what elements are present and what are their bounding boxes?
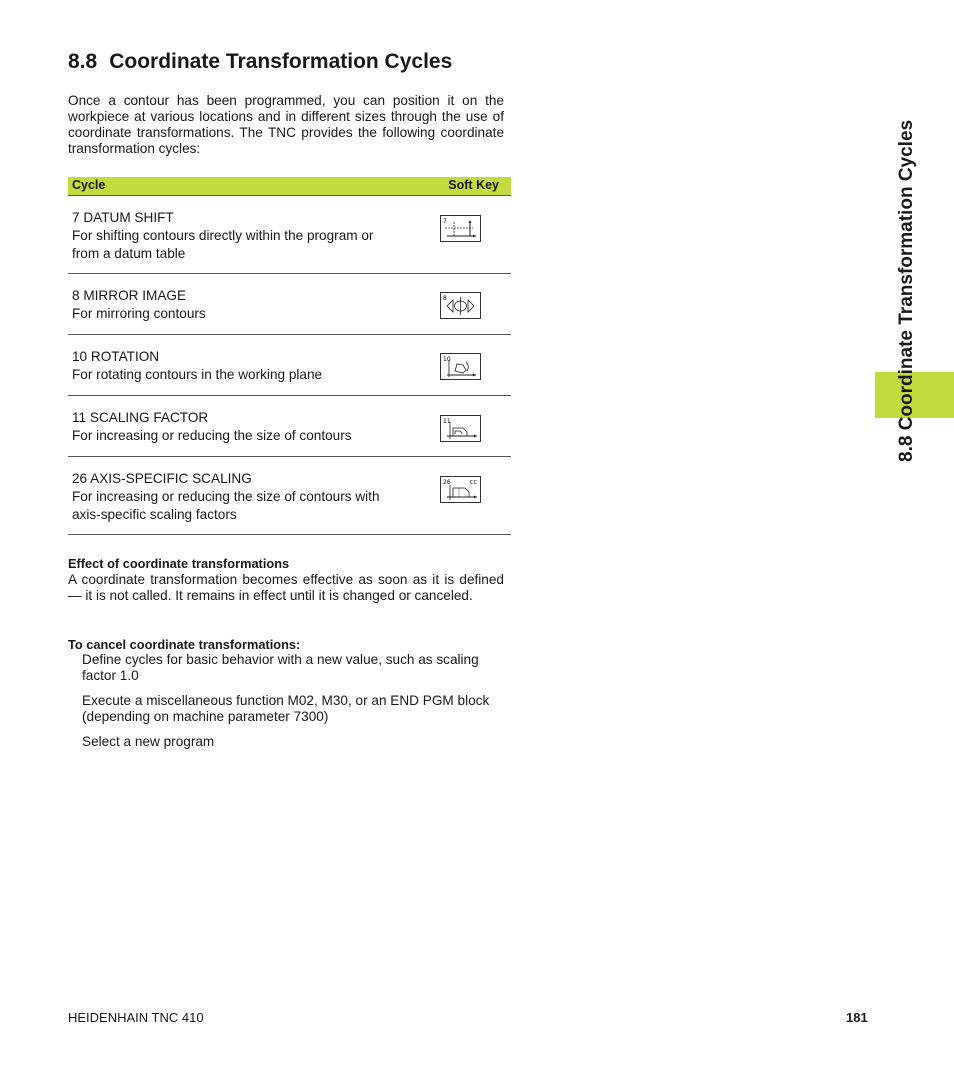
cycle-description: For mirroring contours	[72, 306, 206, 321]
scaling-factor-softkey[interactable]	[440, 415, 481, 442]
softkey-label: 26	[443, 479, 451, 486]
page-number: 181	[846, 1010, 868, 1025]
list-item: Define cycles for basic behavior with a new value, such as scaling factor 1.0	[82, 652, 479, 683]
rotation-softkey[interactable]	[440, 353, 481, 380]
rotation-softkey-icon	[441, 354, 480, 379]
cancel-list	[82, 652, 512, 759]
mirror-image-softkey-icon	[441, 293, 480, 318]
softkey-label: 10	[443, 356, 451, 363]
list-item: Select a new program	[82, 734, 215, 749]
axis-specific-scaling-softkey[interactable]	[440, 476, 481, 503]
header-cycle: Cycle	[72, 178, 106, 192]
section-number: 8.8	[68, 50, 98, 73]
cycle-description: For rotating contours in the working plane	[72, 367, 323, 382]
cycle-name: 11 SCALING FACTOR	[72, 410, 209, 425]
cycle-name: 10 ROTATION	[72, 349, 160, 364]
softkey-label: 11	[443, 418, 451, 425]
cycle-description: For increasing or reducing the size of contours with axis-specific scaling factors	[72, 489, 380, 522]
mirror-image-softkey[interactable]	[440, 292, 481, 319]
cycles-table	[68, 177, 511, 535]
softkey-label-cc: CC	[470, 480, 477, 486]
footer-product: HEIDENHAIN TNC 410	[68, 1010, 204, 1025]
cycle-name: 7 DATUM SHIFT	[72, 210, 174, 225]
axis-specific-scaling-softkey-icon	[441, 477, 480, 502]
cycle-description: For increasing or reducing the size of contours	[72, 428, 352, 443]
list-item: Execute a miscellaneous function M02, M30, or an END PGM block (depending on machine parameter 7300)	[82, 693, 490, 724]
softkey-label: 7	[443, 218, 447, 225]
scaling-factor-softkey-icon	[441, 416, 480, 441]
table-row	[68, 335, 511, 396]
cancel-heading: To cancel coordinate transformations:	[68, 637, 301, 652]
effect-heading: Effect of coordinate transformations	[68, 556, 290, 571]
datum-shift-softkey-icon	[441, 216, 480, 241]
table-row	[68, 396, 511, 457]
table-row	[68, 457, 511, 535]
datum-shift-softkey[interactable]	[440, 215, 481, 242]
header-softkey: Soft Key	[448, 178, 499, 192]
table-row	[68, 196, 511, 274]
cycle-description: For shifting contours directly within the program or from a datum table	[72, 228, 374, 261]
side-section-title: 8.8 Coordinate Transformation Cycles	[896, 119, 917, 462]
cycle-name: 8 MIRROR IMAGE	[72, 288, 187, 303]
effect-paragraph: A coordinate transformation becomes effective as soon as it is defined — it is not called. It remains in effect until it is changed or canceled.	[68, 572, 504, 603]
intro-paragraph: Once a contour has been programmed, you can position it on the workpiece at various locations and in different sizes through the use of coordinate transformations. The TNC provides the following coordinate transformation cycles:	[68, 93, 504, 156]
softkey-label: 8	[443, 295, 447, 302]
section-title: Coordinate Transformation Cycles	[109, 50, 453, 73]
table-row	[68, 274, 511, 335]
page-title	[68, 50, 452, 74]
table-header	[68, 177, 511, 195]
cycle-name: 26 AXIS-SPECIFIC SCALING	[72, 471, 252, 486]
